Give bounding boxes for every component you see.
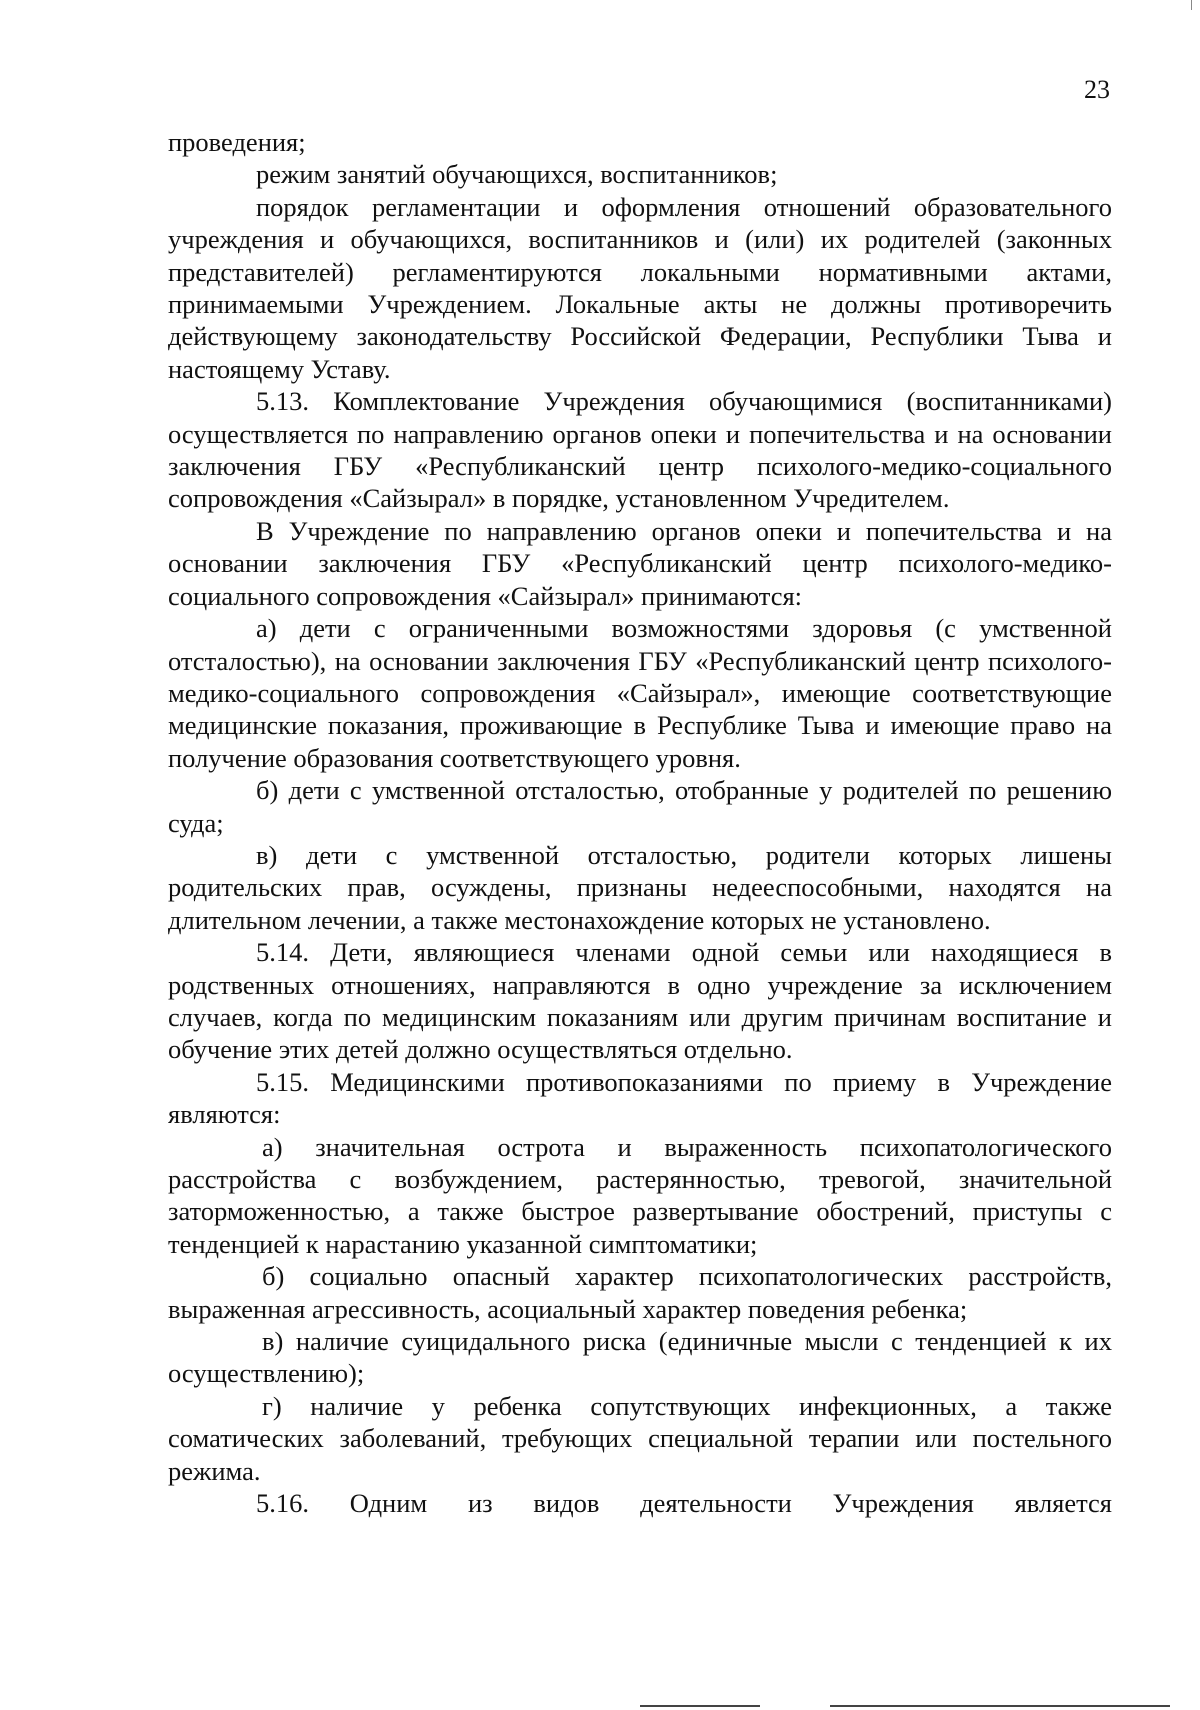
paragraph: б) дети с умственной отсталостью, отобранные у родителей по решению суда; <box>168 775 1112 838</box>
paragraph: порядок регламентации и оформления отношений образовательного учреждения и обучающихся, воспитанников и (или) их родителей (законных представителей) регламентируются локальными нормативными актами, принимаемыми Учреждением. Локальные акты не должны противоречить действующему законодательству Российской Федерации, Республики Тыва и настоящему Уставу. <box>168 191 1112 384</box>
paragraph: режим занятий обучающихся, воспитанников; <box>256 159 778 190</box>
scan-edge-mark <box>1191 0 1192 10</box>
page-number: 23 <box>1084 75 1110 104</box>
paragraph: 5.13. Комплектование Учреждения обучающимися (воспитанниками) осуществляется по направлению органов опеки и попечительства и на основании заключения ГБУ «Республиканский центр психолого-медико-социального сопровождения «Сайзырал» в порядке, установленном Учредителем. <box>168 386 1112 514</box>
paragraph: а) дети с ограниченными возможностями здоровья (с умственной отсталостью), на основании заключения ГБУ «Республиканский центр психолого-медико-социального сопровождения «Сайзырал», имеющие соответствующие медицинские показания, проживающие в Республике Тыва и имеющие право на получение образования соответствующего уровня. <box>168 613 1112 773</box>
paragraph: г) наличие у ребенка сопутствующих инфекционных, а также соматических заболеваний, требующих специальной терапии или постельного режима. <box>168 1390 1112 1486</box>
scan-artifact-line <box>830 1705 1170 1707</box>
paragraph: в) дети с умственной отсталостью, родители которых лишены родительских прав, осуждены, признаны недееспособными, находятся на длительном лечении, а также местонахождение которых не установлено. <box>168 839 1112 935</box>
scan-artifact-line <box>640 1705 760 1707</box>
document-body <box>168 126 1112 1519</box>
paragraph: б) социально опасный характер психопатологических расстройств, выраженная агрессивность, асоциальный характер поведения ребенка; <box>168 1261 1112 1324</box>
paragraph: В Учреждение по направлению органов опеки и попечительства и на основании заключения ГБУ «Республиканский центр психолого-медико-социального сопровождения «Сайзырал» принимаются: <box>168 515 1112 611</box>
paragraph: 5.14. Дети, являющиеся членами одной семьи или находящиеся в родственных отношениях, направляются в одно учреждение за исключением случаев, когда по медицинским показаниям или другим причинам воспитание и обучение этих детей должно осуществляться отдельно. <box>168 937 1112 1065</box>
paragraph: 5.16. Одним из видов деятельности Учреждения является <box>256 1488 1112 1519</box>
paragraph: проведения; <box>168 127 306 157</box>
paragraph: 5.15. Медицинскими противопоказаниями по приему в Учреждение являются: <box>168 1066 1112 1130</box>
paragraph: а) значительная острота и выраженность психопатологического расстройства с возбуждением, растерянностью, тревогой, значительной заторможенностью, а также быстрое развертывание обострений, приступы с тенденцией к нарастанию указанной симптоматики; <box>168 1131 1112 1259</box>
paragraph: в) наличие суицидального риска (единичные мысли с тенденцией к их осуществлению); <box>168 1326 1112 1389</box>
